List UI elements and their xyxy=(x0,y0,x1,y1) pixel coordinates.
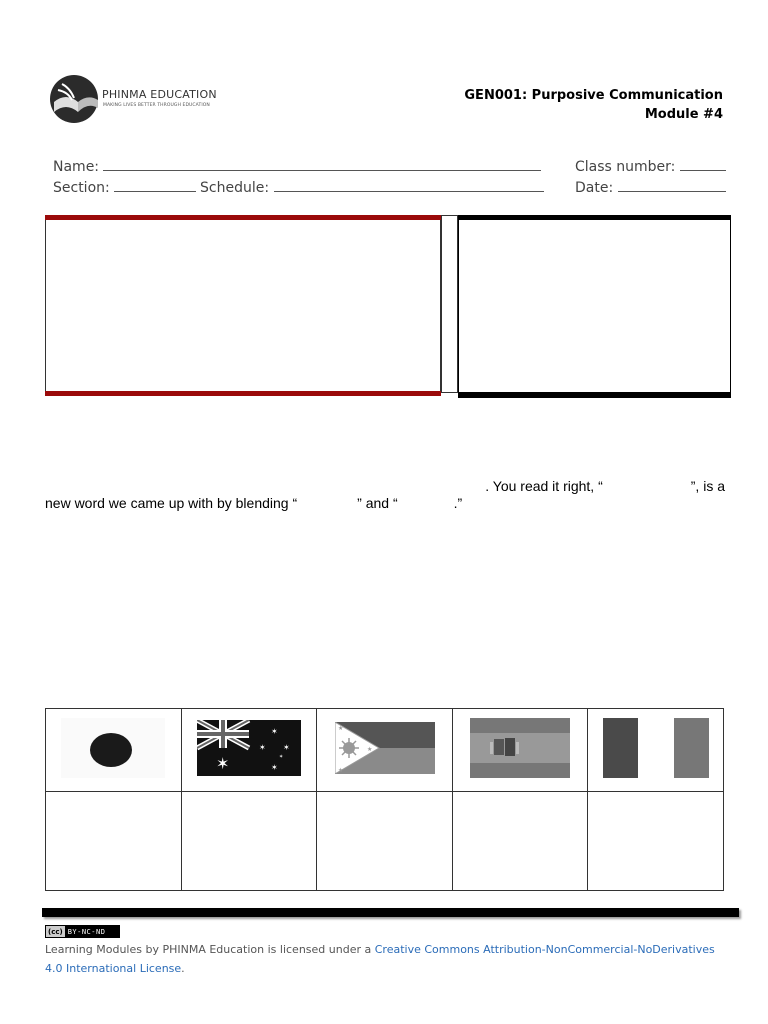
class-number-label: Class number: xyxy=(575,159,676,175)
logo-tagline: MAKING LIVES BETTER THROUGH EDUCATION xyxy=(103,103,210,108)
logo-name: PHINMA EDUCATION xyxy=(102,88,217,101)
answer-cell-4[interactable] xyxy=(452,792,588,891)
flags-table xyxy=(45,708,724,891)
course-header xyxy=(464,86,723,124)
svg-text:✶: ✶ xyxy=(278,753,284,760)
svg-text:★: ★ xyxy=(337,725,343,732)
flag-cell-france xyxy=(588,709,724,792)
philippines-flag-icon xyxy=(335,722,435,774)
license-prefix: Learning Modules by PHINMA Education is licensed under a xyxy=(45,943,375,956)
date-field[interactable] xyxy=(575,178,726,198)
class-number-field[interactable] xyxy=(575,157,726,177)
course-title: GEN001: Purposive Communication xyxy=(464,88,723,103)
answer-cell-1[interactable] xyxy=(46,792,182,891)
left-box-bottom-border xyxy=(45,391,441,396)
license-link[interactable]: Creative Commons Attribution-NonCommercial-NoDerivatives 4.0 International License xyxy=(45,943,715,975)
schedule-blank[interactable] xyxy=(274,178,544,192)
left-box-top-border xyxy=(45,215,441,220)
svg-text:✶: ✶ xyxy=(270,726,278,736)
paragraph-line-1 xyxy=(45,478,725,495)
flag-cell-australia xyxy=(181,709,317,792)
svg-text:✶: ✶ xyxy=(282,742,290,752)
flag-cell-japan xyxy=(46,709,182,792)
name-label: Name: xyxy=(53,159,100,175)
date-blank[interactable] xyxy=(618,178,726,192)
svg-text:★: ★ xyxy=(337,767,343,774)
right-box-bottom-border xyxy=(458,392,731,398)
logo-emblem-icon xyxy=(48,72,104,128)
schedule-label: Schedule: xyxy=(200,180,270,196)
france-flag-icon xyxy=(603,718,709,778)
class-number-blank[interactable] xyxy=(680,157,726,171)
flag-cell-philippines xyxy=(317,709,453,792)
cc-terms: BY-NC-ND xyxy=(67,927,106,936)
paragraph-line-2 xyxy=(45,495,725,512)
right-content-box xyxy=(458,215,731,398)
box-gutter xyxy=(441,215,458,393)
paragraph-text-5: .” xyxy=(453,495,463,511)
paragraph-text-1: . You read it right, “ xyxy=(485,478,603,494)
svg-text:★: ★ xyxy=(366,746,372,753)
module-number: Module #4 xyxy=(644,107,723,122)
spain-flag-icon xyxy=(470,718,570,778)
svg-text:✶: ✶ xyxy=(258,742,266,752)
paragraph-text-2: ”, is a xyxy=(690,478,725,494)
license-text xyxy=(45,940,735,978)
australia-flag-icon xyxy=(197,720,301,776)
flags-row xyxy=(46,709,724,792)
cc-license-badge[interactable] xyxy=(45,925,120,938)
svg-text:✶: ✶ xyxy=(215,753,230,773)
intro-paragraph xyxy=(45,478,725,512)
date-label: Date: xyxy=(575,180,614,196)
section-blank[interactable] xyxy=(114,178,196,192)
answer-cell-5[interactable] xyxy=(588,792,724,891)
name-blank[interactable] xyxy=(103,157,541,171)
footer-divider xyxy=(42,908,739,917)
left-content-box xyxy=(45,215,441,396)
section-label: Section: xyxy=(53,180,110,196)
right-box-top-border xyxy=(458,215,731,220)
flag-cell-spain xyxy=(452,709,588,792)
section-field[interactable] xyxy=(53,178,196,198)
cc-icon: (cc) xyxy=(48,927,63,936)
answer-cell-2[interactable] xyxy=(181,792,317,891)
name-field[interactable] xyxy=(53,157,541,177)
japan-flag-icon xyxy=(61,718,165,778)
paragraph-text-3: new word we came up with by blending “ xyxy=(45,495,298,511)
paragraph-text-4: ” and “ xyxy=(357,495,398,511)
answer-row xyxy=(46,792,724,891)
svg-text:✶: ✶ xyxy=(270,762,278,772)
license-suffix: . xyxy=(181,962,185,975)
schedule-field[interactable] xyxy=(200,178,544,198)
answer-cell-3[interactable] xyxy=(317,792,453,891)
